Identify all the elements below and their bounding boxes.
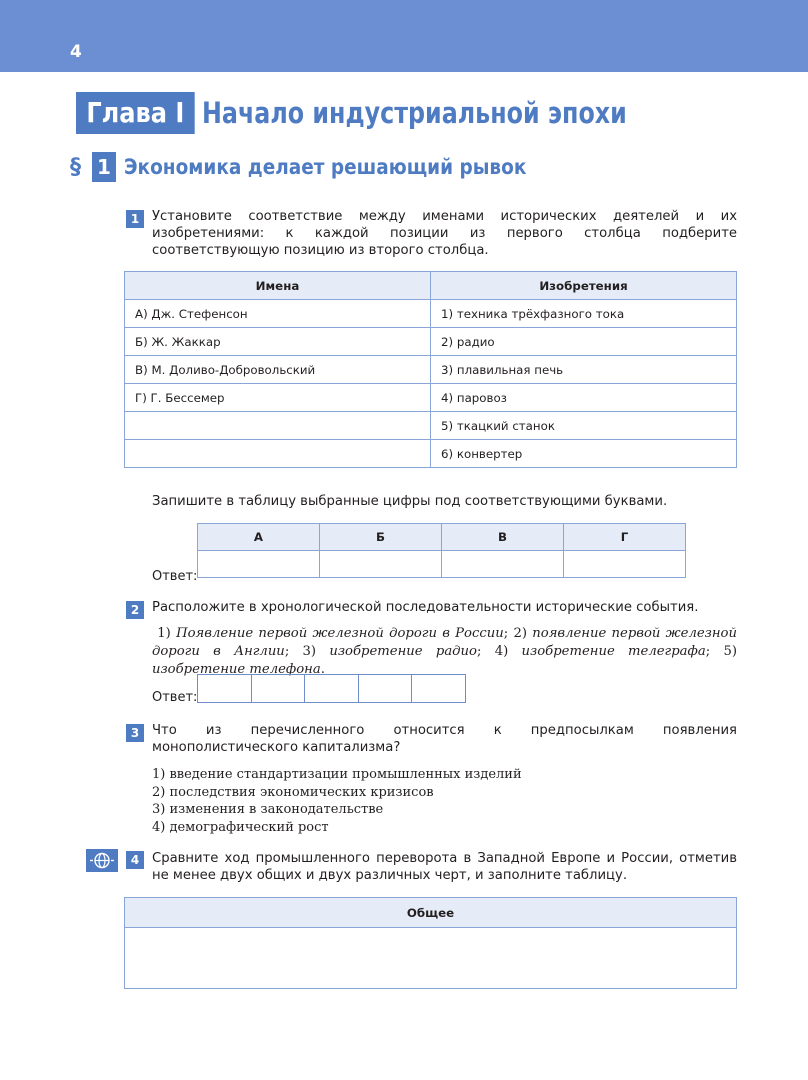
paragraph-title: Экономика делает решающий рывок — [124, 155, 527, 179]
answer-table — [197, 523, 686, 578]
answer-cell[interactable] — [305, 675, 359, 703]
event-separator: ; — [476, 644, 495, 659]
event-separator: ; — [284, 644, 303, 659]
name-cell: Г) Г. Бессемер — [125, 384, 431, 412]
answer-cell[interactable] — [564, 551, 686, 578]
event-text: появление первой железной дороги в Англии — [152, 626, 737, 659]
matching-table — [124, 271, 737, 468]
question-2-number: 2 — [126, 601, 144, 619]
chapter-title: Начало индустриальной эпохи — [202, 96, 627, 130]
answer-label: Ответ: — [152, 690, 198, 705]
answer-header-g: Г — [564, 524, 686, 551]
globe-icon — [86, 849, 118, 872]
names-header: Имена — [125, 272, 431, 300]
event-text: Появление первой железной дороги в России — [176, 626, 504, 641]
answer-cell[interactable] — [412, 675, 466, 703]
table-row — [125, 440, 737, 468]
chapter-heading — [76, 92, 627, 134]
name-cell: В) М. Доливо-Добровольский — [125, 356, 431, 384]
question-3-options — [152, 766, 522, 836]
answer-label: Ответ: — [152, 569, 198, 584]
option-item: 4) демографический рост — [152, 819, 329, 835]
answer-cell[interactable] — [442, 551, 564, 578]
event-text: изобретение радио — [329, 644, 477, 659]
table-row — [125, 412, 737, 440]
option-item: 3) изменения в законодательстве — [152, 802, 384, 817]
table-row — [125, 300, 737, 328]
name-cell — [125, 440, 431, 468]
option-item: 2) последствия экономических кризисов — [152, 784, 434, 800]
event-text: изобретение телеграфа — [521, 644, 706, 659]
answer-cell[interactable] — [198, 551, 320, 578]
answer-header-a: А — [198, 524, 320, 551]
top-bar — [0, 0, 808, 72]
table-row — [125, 384, 737, 412]
invention-cell: 2) радио — [431, 328, 737, 356]
question-3-text: Что из перечисленного относится к предпосылкам появления монополистического капитализма? — [152, 723, 737, 755]
common-header: Общее — [125, 898, 737, 928]
event-number: 3) — [302, 644, 330, 659]
answer-cell[interactable] — [320, 551, 442, 578]
paragraph-sign: § — [70, 154, 81, 180]
option-item: 1) введение стандартизации промышленных изделий — [152, 767, 522, 782]
question-2-events — [152, 625, 737, 679]
sequence-answer-table — [197, 674, 466, 703]
invention-cell: 6) конвертер — [431, 440, 737, 468]
question-1-text: Установите соответствие между именами исторических деятелей и их изобретениями: к каждой позиции из первого столбца подберите соответствующую позицию из второго столбца. — [152, 209, 737, 258]
question-1-number: 1 — [126, 210, 144, 228]
question-3-number: 3 — [126, 724, 144, 742]
name-cell — [125, 412, 431, 440]
comparison-table — [124, 897, 737, 989]
answer-cell[interactable] — [198, 675, 252, 703]
event-number: 2) — [513, 626, 533, 641]
invention-cell: 1) техника трёхфазного тока — [431, 300, 737, 328]
event-separator: ; — [503, 626, 514, 641]
answer-cell[interactable] — [251, 675, 305, 703]
invention-cell: 5) ткацкий станок — [431, 412, 737, 440]
event-separator: ; — [705, 644, 724, 659]
chapter-label: Глава I — [76, 92, 195, 134]
invention-cell: 4) паровоз — [431, 384, 737, 412]
question-2-text: Расположите в хронологической последовательности исторические события. — [152, 600, 699, 615]
name-cell: Б) Ж. Жаккар — [125, 328, 431, 356]
event-separator: . — [320, 662, 325, 677]
table-row — [125, 356, 737, 384]
question-4-number: 4 — [126, 851, 144, 869]
name-cell: А) Дж. Стефенсон — [125, 300, 431, 328]
paragraph-heading — [70, 152, 581, 182]
event-number: 1) — [157, 626, 177, 641]
answer-header-v: В — [442, 524, 564, 551]
page-number: 4 — [70, 42, 82, 62]
question-1-instruction: Запишите в таблицу выбранные цифры под соответствующими буквами. — [152, 494, 668, 509]
event-number: 4) — [494, 644, 522, 659]
question-4-text: Сравните ход промышленного переворота в Западной Европе и России, отметив не менее двух общих и двух различных черт, и заполните таблицу. — [152, 851, 737, 883]
event-number: 5) — [723, 644, 737, 659]
invention-cell: 3) плавильная печь — [431, 356, 737, 384]
paragraph-number: 1 — [92, 152, 116, 182]
table-row — [125, 328, 737, 356]
common-cell[interactable] — [125, 928, 737, 989]
answer-cell[interactable] — [358, 675, 412, 703]
answer-header-b: Б — [320, 524, 442, 551]
event-text: изобретение телефона — [152, 662, 321, 677]
inventions-header: Изобретения — [431, 272, 737, 300]
